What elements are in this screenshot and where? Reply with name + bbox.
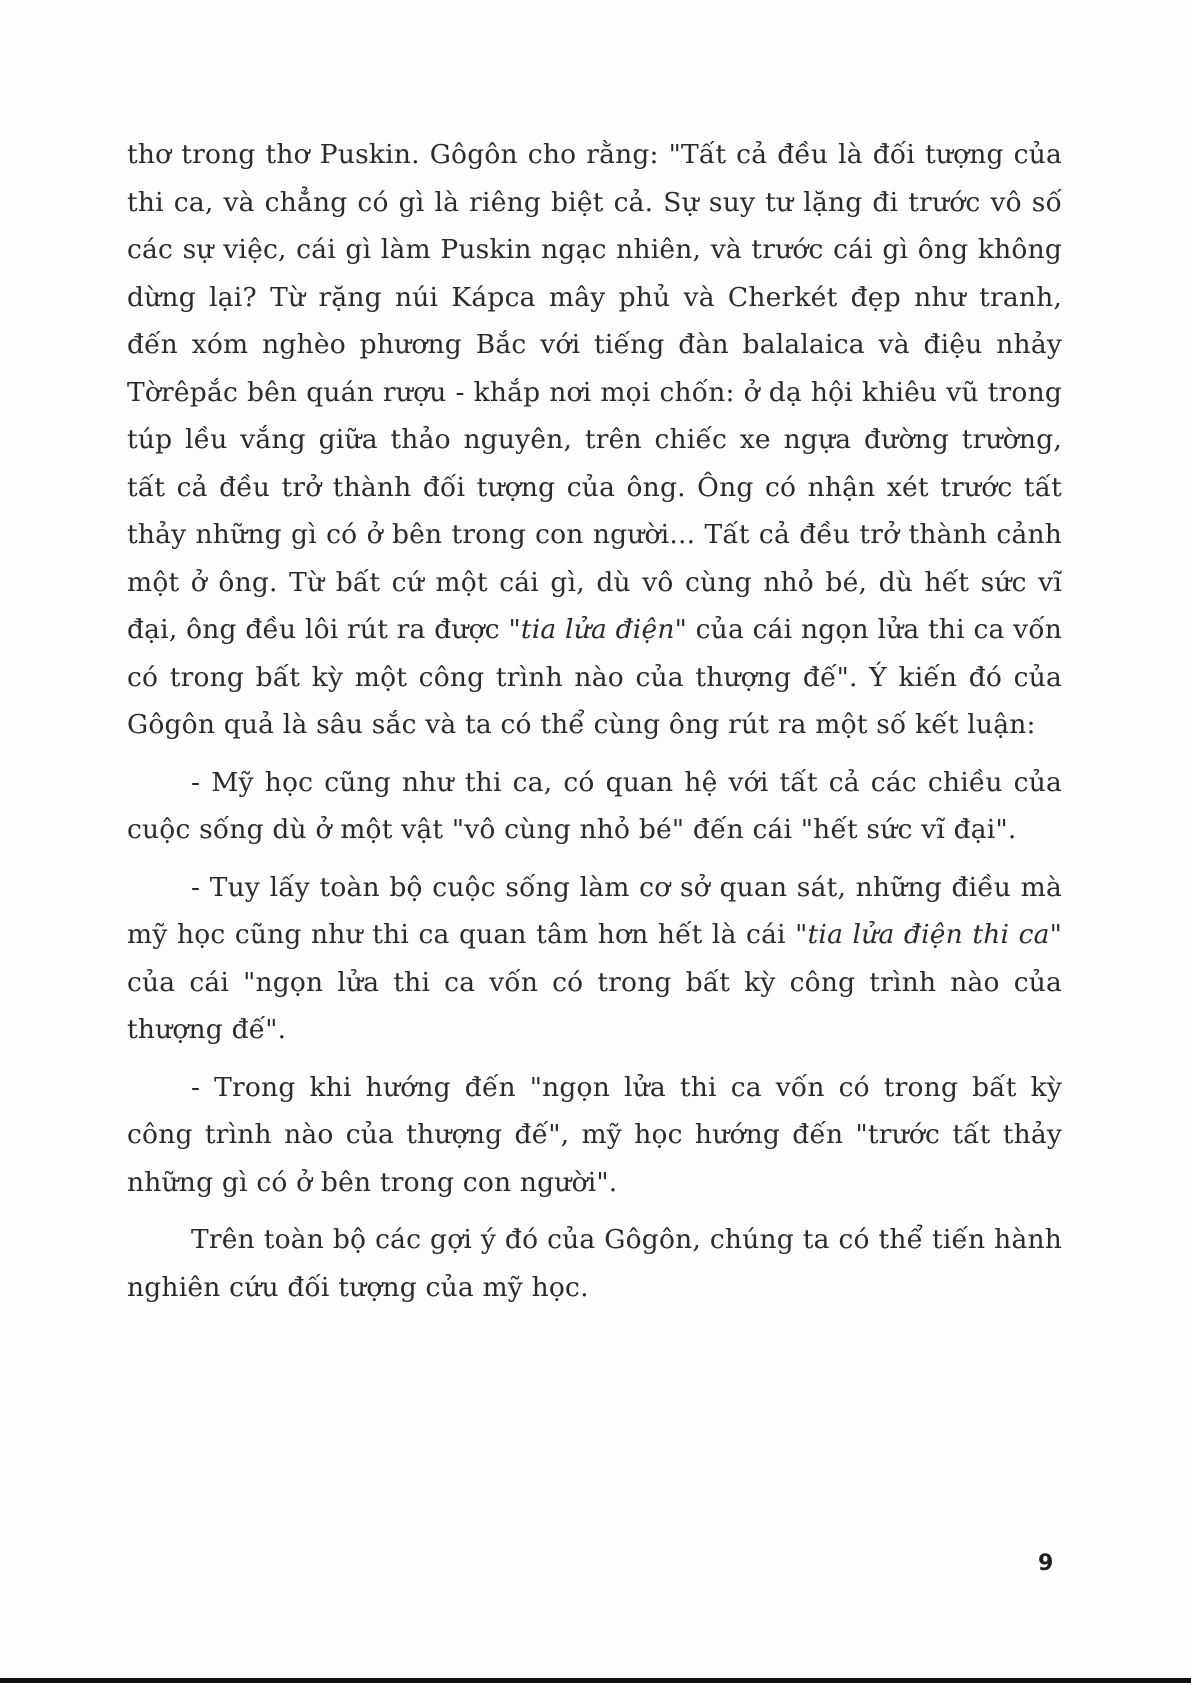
- scan-edge-rule: [0, 1678, 1191, 1683]
- paragraph-3: [127, 864, 1062, 1054]
- paragraph-1-segment-3: " của cái ngọn lửa thi ca vốn có trong bất kỳ một công trình nào của thượng đế". Ý kiến đó của Gôgôn quả là sâu sắc và ta có thể cùng ông rút ra một số kết luận:: [127, 614, 1063, 740]
- page-number: 9: [1038, 1551, 1054, 1576]
- paragraph-5: [127, 1216, 1062, 1311]
- paragraph-4-segment-1: - Trong khi hướng đến "ngọn lửa thi ca vốn có trong bất kỳ công trình nào của thượng đế", mỹ học hướng đến "trước tất thảy những gì có ở bên trong con người".: [127, 1071, 1062, 1198]
- paragraph-1-italic-phrase: tia lửa điện: [520, 614, 675, 645]
- body-text: [127, 131, 1062, 1311]
- paragraph-1: [127, 131, 1062, 749]
- paragraph-3-segment-1: - Tuy lấy toàn bộ cuộc sống làm cơ sở quan sát, những điều mà mỹ học cũng như thi ca quan tâm hơn hết là cái ": [127, 871, 1062, 950]
- paragraph-3-segment-3: " của cái "ngọn lửa thi ca vốn có trong bất kỳ công trình nào của thượng đế".: [127, 919, 1063, 1045]
- paragraph-3-italic-phrase: tia lửa điện thi ca: [807, 919, 1050, 950]
- paragraph-2: [127, 759, 1062, 854]
- paragraph-5-segment-1: Trên toàn bộ các gợi ý đó của Gôgôn, chúng ta có thể tiến hành nghiên cứu đối tượng của mỹ học.: [127, 1224, 1062, 1303]
- paragraph-2-segment-1: - Mỹ học cũng như thi ca, có quan hệ với tất cả các chiều của cuộc sống dù ở một vật "vô cùng nhỏ bé" đến cái "hết sức vĩ đại".: [127, 766, 1062, 845]
- paragraph-1-segment-1: thơ trong thơ Puskin. Gôgôn cho rằng: "Tất cả đều là đối tượng của thi ca, và chẳng có gì là riêng biệt cả. Sự suy tư lặng đi trước vô số các sự việc, cái gì làm Puskin ngạc nhiên, và trước cái gì ông không dừng lại? Từ rặng núi Kápca mây phủ và Cherkét đẹp như tranh, đến xóm nghèo phương Bắc với tiếng đàn balalaica và điệu nhảy Tờrêpắc bên quán rượu - khắp nơi mọi chốn: ở dạ hội khiêu vũ trong túp lều vắng giữa thảo nguyên, trên chiếc xe ngựa đường trường, tất cả đều trở thành đối tượng của ông. Ông có nhận xét trước tất thảy những gì có ở bên trong con người... Tất cả đều trở thành cảnh một ở ông. Từ bất cứ một cái gì, dù vô cùng nhỏ bé, dù hết sức vĩ đại, ông đều lôi rút ra được ": [127, 139, 1062, 645]
- paragraph-4: [127, 1064, 1062, 1207]
